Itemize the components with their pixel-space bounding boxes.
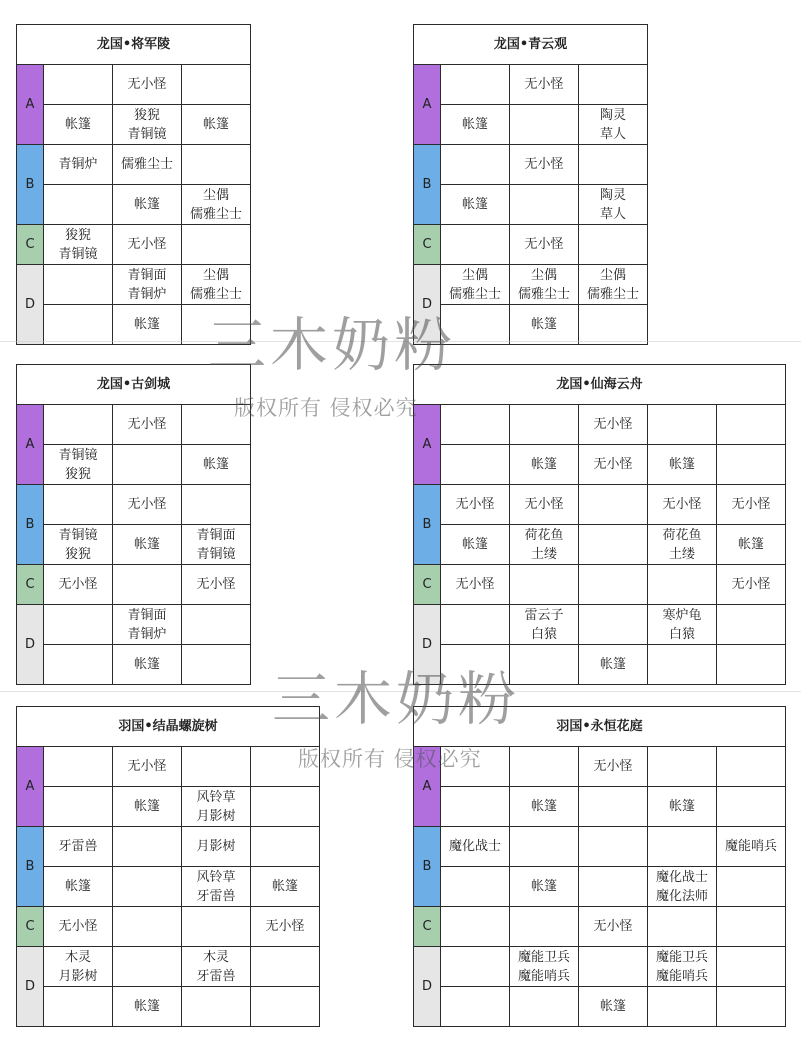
grid-cell [510, 907, 579, 947]
section-label-a: A [17, 747, 44, 827]
grid-cell: 风铃草 牙雷兽 [182, 867, 251, 907]
grid-cell [44, 787, 113, 827]
grid-cell [182, 405, 251, 445]
table-row [414, 787, 786, 827]
grid-cell: 狻猊 青铜镜 [44, 225, 113, 265]
table-row [414, 747, 786, 787]
grid-cell [44, 605, 113, 645]
grid-cell: 帐篷 [113, 185, 182, 225]
grid-cell: 尘偶 儒雅尘士 [510, 265, 579, 305]
grid-cell [648, 565, 717, 605]
table-row [414, 105, 648, 145]
grid-cell [251, 747, 320, 787]
grid-cell [717, 445, 786, 485]
grid-cell [717, 405, 786, 445]
table-row [414, 305, 648, 345]
grid-cell: 青铜面 青铜炉 [113, 605, 182, 645]
section-label-c: C [414, 565, 441, 605]
grid-cell [648, 405, 717, 445]
map-table [16, 706, 320, 1027]
grid-cell [510, 185, 579, 225]
grid-cell [441, 645, 510, 685]
grid-cell [251, 987, 320, 1027]
table-row [17, 225, 251, 265]
grid-cell: 寒炉龟 白猿 [648, 605, 717, 645]
grid-cell [182, 145, 251, 185]
grid-cell: 帐篷 [113, 787, 182, 827]
grid-cell: 牙雷兽 [44, 827, 113, 867]
section-label-b: B [17, 145, 44, 225]
grid-cell: 帐篷 [648, 787, 717, 827]
grid-cell [648, 747, 717, 787]
section-label-a: A [17, 405, 44, 485]
grid-cell [113, 907, 182, 947]
table-row [414, 485, 786, 525]
grid-cell: 青铜镜 狻猊 [44, 445, 113, 485]
grid-cell [441, 987, 510, 1027]
grid-cell: 无小怪 [579, 445, 648, 485]
grid-cell [182, 225, 251, 265]
grid-cell [579, 827, 648, 867]
grid-cell: 荷花鱼 土缕 [510, 525, 579, 565]
grid-cell: 无小怪 [510, 145, 579, 185]
section-label-c: C [17, 907, 44, 947]
grid-cell [579, 947, 648, 987]
table-row [414, 445, 786, 485]
table-row [414, 405, 786, 445]
grid-cell [441, 65, 510, 105]
grid-cell [113, 947, 182, 987]
section-label-b: B [17, 485, 44, 565]
section-label-b: B [414, 827, 441, 907]
grid-cell: 尘偶 儒雅尘士 [441, 265, 510, 305]
section-label-c: C [17, 225, 44, 265]
grid-cell: 无小怪 [182, 565, 251, 605]
section-label-b: B [414, 145, 441, 225]
grid-cell: 帐篷 [717, 525, 786, 565]
grid-cell [44, 65, 113, 105]
grid-cell [579, 787, 648, 827]
grid-cell [441, 225, 510, 265]
grid-cell: 帐篷 [579, 645, 648, 685]
section-label-d: D [17, 265, 44, 345]
section-label-c: C [17, 565, 44, 605]
grid-cell [510, 565, 579, 605]
grid-cell [113, 867, 182, 907]
grid-cell: 帐篷 [251, 867, 320, 907]
table-row [17, 525, 251, 565]
grid-cell: 青铜面 青铜炉 [113, 265, 182, 305]
grid-cell: 帐篷 [510, 445, 579, 485]
watermark-subtext: 版权所有 侵权必究 [234, 396, 418, 420]
table-row [414, 867, 786, 907]
section-label-d: D [414, 605, 441, 685]
table-row [17, 405, 251, 445]
grid-cell [182, 645, 251, 685]
grid-cell [44, 485, 113, 525]
watermark-text: 三木奶粉 [208, 311, 457, 379]
grid-cell: 帐篷 [182, 445, 251, 485]
grid-cell [648, 907, 717, 947]
grid-cell [579, 525, 648, 565]
table-title: 龙国•将军陵 [17, 25, 251, 65]
grid-cell [441, 145, 510, 185]
grid-cell [579, 485, 648, 525]
grid-cell [251, 787, 320, 827]
grid-cell: 帐篷 [113, 525, 182, 565]
grid-cell [182, 747, 251, 787]
table-row [414, 827, 786, 867]
grid-cell [510, 105, 579, 145]
grid-cell: 无小怪 [579, 405, 648, 445]
grid-cell [113, 827, 182, 867]
grid-cell [44, 987, 113, 1027]
grid-cell: 魔化战士 [441, 827, 510, 867]
grid-cell: 尘偶 儒雅尘士 [579, 265, 648, 305]
table-row [414, 65, 648, 105]
table-title: 龙国•仙海云舟 [414, 365, 786, 405]
section-label-a: A [414, 747, 441, 827]
grid-cell [579, 605, 648, 645]
table-title: 羽国•结晶螺旋树 [17, 707, 320, 747]
grid-cell [579, 867, 648, 907]
watermark-line [0, 341, 801, 342]
grid-cell: 帐篷 [182, 105, 251, 145]
grid-cell: 魔能哨兵 [717, 827, 786, 867]
grid-cell [441, 907, 510, 947]
section-label-b: B [414, 485, 441, 565]
grid-cell: 帐篷 [113, 987, 182, 1027]
grid-cell [441, 605, 510, 645]
table-row [17, 565, 251, 605]
grid-cell: 帐篷 [441, 105, 510, 145]
section-label-c: C [414, 225, 441, 265]
section-label-a: A [414, 405, 441, 485]
grid-cell: 无小怪 [44, 907, 113, 947]
grid-cell: 风铃草 月影树 [182, 787, 251, 827]
grid-cell [182, 485, 251, 525]
grid-cell: 儒雅尘士 [113, 145, 182, 185]
grid-cell [182, 907, 251, 947]
table-row [414, 525, 786, 565]
table-row [17, 867, 320, 907]
grid-cell [441, 305, 510, 345]
grid-cell [579, 145, 648, 185]
table-title: 羽国•永恒花庭 [414, 707, 786, 747]
grid-cell [441, 445, 510, 485]
grid-cell [579, 565, 648, 605]
grid-cell: 帐篷 [44, 867, 113, 907]
table-row [17, 185, 251, 225]
grid-cell [717, 947, 786, 987]
table-row [414, 947, 786, 987]
grid-cell: 无小怪 [113, 747, 182, 787]
table-row [414, 565, 786, 605]
grid-cell: 帐篷 [441, 185, 510, 225]
table-row [17, 987, 320, 1027]
table-row [414, 225, 648, 265]
grid-cell: 帐篷 [648, 445, 717, 485]
grid-cell [441, 867, 510, 907]
grid-cell: 无小怪 [441, 485, 510, 525]
grid-cell: 无小怪 [579, 907, 648, 947]
grid-cell: 荷花鱼 土缕 [648, 525, 717, 565]
table-row [414, 265, 648, 305]
grid-cell: 青铜炉 [44, 145, 113, 185]
grid-cell: 无小怪 [648, 485, 717, 525]
grid-cell: 魔能卫兵 魔能哨兵 [510, 947, 579, 987]
grid-cell [510, 645, 579, 685]
grid-cell: 无小怪 [44, 565, 113, 605]
section-label-a: A [17, 65, 44, 145]
grid-cell [648, 987, 717, 1027]
grid-cell [717, 907, 786, 947]
grid-cell [510, 827, 579, 867]
grid-cell [44, 747, 113, 787]
grid-cell [182, 65, 251, 105]
grid-cell: 木灵 牙雷兽 [182, 947, 251, 987]
grid-cell [182, 605, 251, 645]
section-label-d: D [414, 947, 441, 1027]
grid-cell [44, 405, 113, 445]
table-row [414, 605, 786, 645]
grid-cell: 青铜镜 狻猊 [44, 525, 113, 565]
section-label-a: A [414, 65, 441, 145]
grid-cell: 无小怪 [510, 225, 579, 265]
grid-cell [113, 445, 182, 485]
grid-cell [510, 987, 579, 1027]
grid-cell [44, 185, 113, 225]
grid-cell: 木灵 月影树 [44, 947, 113, 987]
grid-cell [251, 947, 320, 987]
table-row [17, 145, 251, 185]
grid-cell [182, 305, 251, 345]
grid-cell [717, 787, 786, 827]
grid-cell: 无小怪 [113, 485, 182, 525]
table-row [414, 185, 648, 225]
grid-cell: 无小怪 [113, 225, 182, 265]
table-row [17, 605, 251, 645]
table-row [414, 987, 786, 1027]
grid-cell: 雷云子 白猿 [510, 605, 579, 645]
watermark-text: 三木奶粉 [272, 665, 521, 733]
grid-cell: 帐篷 [113, 305, 182, 345]
grid-cell: 狻猊 青铜镜 [113, 105, 182, 145]
map-table [413, 706, 786, 1027]
map-table [16, 24, 251, 345]
section-label-b: B [17, 827, 44, 907]
table-row [414, 145, 648, 185]
table-row [17, 907, 320, 947]
watermark-subtext: 版权所有 侵权必究 [298, 747, 482, 771]
grid-cell [441, 747, 510, 787]
grid-cell: 无小怪 [441, 565, 510, 605]
grid-cell: 帐篷 [579, 987, 648, 1027]
grid-cell: 无小怪 [113, 65, 182, 105]
grid-cell: 无小怪 [251, 907, 320, 947]
grid-cell: 帐篷 [441, 525, 510, 565]
grid-cell [579, 305, 648, 345]
grid-cell: 帐篷 [510, 305, 579, 345]
grid-cell [44, 305, 113, 345]
grid-cell: 青铜面 青铜镜 [182, 525, 251, 565]
table-row [17, 947, 320, 987]
grid-cell [441, 787, 510, 827]
grid-cell [44, 265, 113, 305]
table-title: 龙国•青云观 [414, 25, 648, 65]
watermark-line [0, 691, 801, 692]
grid-cell [510, 747, 579, 787]
grid-cell: 魔能卫兵 魔能哨兵 [648, 947, 717, 987]
grid-cell [717, 605, 786, 645]
grid-cell: 无小怪 [579, 747, 648, 787]
grid-cell: 魔化战士 魔化法师 [648, 867, 717, 907]
map-table [413, 364, 786, 685]
grid-cell [579, 65, 648, 105]
grid-cell: 帐篷 [510, 787, 579, 827]
grid-cell [717, 987, 786, 1027]
grid-cell: 无小怪 [717, 485, 786, 525]
section-label-c: C [414, 907, 441, 947]
table-row [17, 105, 251, 145]
table-row [17, 265, 251, 305]
grid-cell: 帐篷 [113, 645, 182, 685]
section-label-d: D [17, 605, 44, 685]
table-row [17, 645, 251, 685]
grid-cell [113, 565, 182, 605]
table-row [17, 305, 251, 345]
grid-cell [510, 405, 579, 445]
grid-cell [717, 867, 786, 907]
table-row [414, 645, 786, 685]
grid-cell [441, 405, 510, 445]
grid-cell: 帐篷 [44, 105, 113, 145]
grid-cell: 尘偶 儒雅尘士 [182, 265, 251, 305]
table-row [17, 445, 251, 485]
grid-cell [648, 827, 717, 867]
table-row [17, 485, 251, 525]
grid-cell: 无小怪 [717, 565, 786, 605]
grid-cell [251, 827, 320, 867]
section-label-d: D [414, 265, 441, 345]
grid-cell: 无小怪 [113, 405, 182, 445]
grid-cell [441, 947, 510, 987]
grid-cell: 无小怪 [510, 485, 579, 525]
table-row [414, 907, 786, 947]
table-row [17, 827, 320, 867]
table-row [17, 787, 320, 827]
grid-cell: 帐篷 [510, 867, 579, 907]
map-table [413, 24, 648, 345]
section-label-d: D [17, 947, 44, 1027]
table-row [17, 747, 320, 787]
grid-cell [182, 987, 251, 1027]
grid-cell: 月影树 [182, 827, 251, 867]
grid-cell: 陶灵 草人 [579, 185, 648, 225]
table-title: 龙国•古剑城 [17, 365, 251, 405]
grid-cell [44, 645, 113, 685]
grid-cell: 尘偶 儒雅尘士 [182, 185, 251, 225]
grid-cell: 无小怪 [510, 65, 579, 105]
grid-cell: 陶灵 草人 [579, 105, 648, 145]
table-row [17, 65, 251, 105]
grid-cell [717, 747, 786, 787]
map-table [16, 364, 251, 685]
grid-cell [717, 645, 786, 685]
grid-cell [648, 645, 717, 685]
grid-cell [579, 225, 648, 265]
